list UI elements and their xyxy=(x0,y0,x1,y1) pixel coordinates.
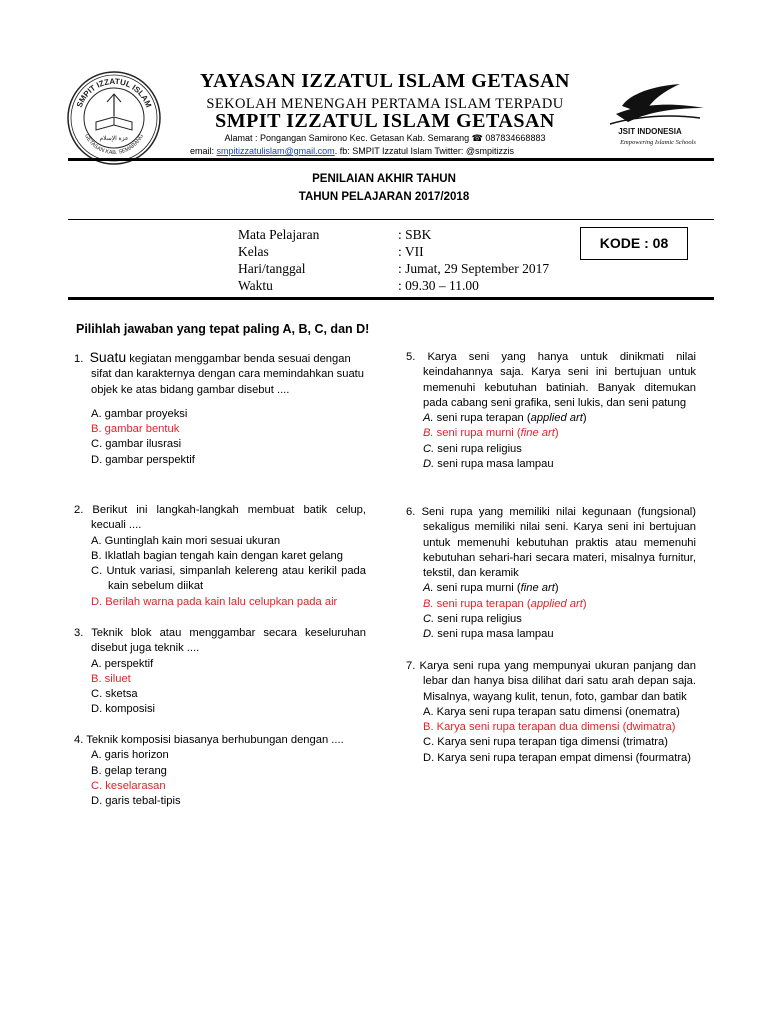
question-6-option-a-text: seni rupa murni ( xyxy=(433,582,521,595)
jsit-logo xyxy=(600,78,710,148)
exam-year: TAHUN PELAJARAN 2017/2018 xyxy=(298,191,470,203)
question-6-option-b-term: applied art xyxy=(530,597,583,610)
seal-text-top: SMPIT IZZATUL ISLAM xyxy=(74,76,154,109)
instruction: Pilihlah jawaban yang tepat paling A, B, C, dan D! xyxy=(76,322,370,336)
date-value: : Jumat, 29 September 2017 xyxy=(398,261,550,276)
time-label: Waktu xyxy=(238,278,273,293)
question-2-stem: 2. Berikut ini langkah-langkah membuat batik celup, kecuali .... xyxy=(74,504,366,532)
time-value: : 09.30 – 11.00 xyxy=(398,278,479,293)
question-1-first-word: Suatu xyxy=(89,349,127,365)
question-5-option-b-letter: B. xyxy=(423,427,434,440)
question-7-stem: 7. Karya seni rupa yang mempunyai ukuran panjang dan lebar dan hanya bisa dilihat dari satu arah depan saja. Misalnya, wayang kulit, tenun, foto, gambar dan batik xyxy=(406,660,696,703)
question-1-number: 1. xyxy=(74,353,84,365)
subject-value: : SBK xyxy=(398,227,432,242)
question-6-option-c-letter: C. xyxy=(423,613,435,626)
question-6-option-b-letter: B. xyxy=(423,597,434,610)
question-5-option-a[interactable] xyxy=(423,411,696,426)
question-5-option-d-letter: D. xyxy=(423,458,435,471)
school-name: SMPIT IZZATUL ISLAM GETASAN xyxy=(215,110,555,132)
question-6-option-d-text: seni rupa masa lampau xyxy=(434,628,554,641)
question-3-stem: 3. Teknik blok atau menggambar secara keseluruhan disebut juga teknik .... xyxy=(74,627,366,655)
question-5-option-d-text: seni rupa masa lampau xyxy=(434,458,554,471)
question-1-stem-text: kegiatan menggambar benda sesuai dengan sifat dan karakternya dengan cara memindahkan suatu objek ke atas bidang gambar disebut .... xyxy=(91,353,365,396)
question-5-stem: 5. Karya seni yang hanya untuk dinikmati nilai keindahannya saja. Karya seni ini bertujuan untuk memenuhi kebutuhan batiniah. Banyak ditemukan pada cabang seni grafika, seni lukis, dan seni patung xyxy=(406,351,696,409)
question-2-option-d[interactable]: D. Berilah warna pada kain lalu celupkan pada air xyxy=(91,595,338,608)
question-5-option-d[interactable] xyxy=(423,457,696,472)
question-4 xyxy=(74,733,366,809)
question-5-option-c-text: seni rupa religius xyxy=(434,442,522,455)
date-label: Hari/tanggal xyxy=(238,261,306,276)
school-contacts xyxy=(190,146,590,156)
question-6-option-b-close: ) xyxy=(582,597,587,610)
question-1-option-c[interactable]: C. gambar ilusrasi xyxy=(91,438,182,451)
question-5-option-a-term: applied art xyxy=(530,412,583,425)
question-2-option-a[interactable]: A. Guntinglah kain mori sesuai ukuran xyxy=(91,534,281,547)
question-6-option-d[interactable] xyxy=(423,627,696,642)
question-5-option-a-text: seni rupa terapan ( xyxy=(433,412,531,425)
meta-divider-top xyxy=(68,219,714,220)
question-7-option-d[interactable]: D. Karya seni rupa terapan empat dimensi (fourmatra) xyxy=(423,751,691,764)
question-7-option-a[interactable]: A. Karya seni rupa terapan satu dimensi (onematra) xyxy=(423,705,680,718)
question-5 xyxy=(406,350,696,472)
question-6-stem: 6. Seni rupa yang memiliki nilai kegunaan (fungsional) sekaligus memiliki nilai seni. Karya seni ini bertujuan untuk memenuhi kebutuhan praktis atau memenuhi kebutuhan sehari-hari secara materi, misalnya furnitur, tekstil, dan keramik xyxy=(406,506,696,580)
exam-title: PENILAIAN AKHIR TAHUN xyxy=(312,173,456,185)
question-4-option-d[interactable]: D. garis tebal-tipis xyxy=(91,795,181,808)
question-5-option-b-close: ) xyxy=(554,427,559,440)
class-value: : VII xyxy=(398,244,424,259)
question-6 xyxy=(406,505,696,643)
question-5-option-c-letter: C. xyxy=(423,442,435,455)
header-divider xyxy=(68,158,714,161)
social-contacts: . fb: SMPIT Izzatul Islam Twitter: @smpitizzis xyxy=(334,146,515,156)
question-4-option-a[interactable]: A. garis horizon xyxy=(91,749,169,762)
question-2-option-c[interactable]: C. Untuk variasi, simpanlah kelereng atau kerikil pada kain sebelum diikat xyxy=(91,565,366,593)
question-6-option-c[interactable] xyxy=(423,612,696,627)
book-icon xyxy=(96,117,132,130)
question-6-option-d-letter: D. xyxy=(423,628,435,641)
question-5-option-b-text: seni rupa murni ( xyxy=(433,427,521,440)
school-address: Alamat : Pongangan Samirono Kec. Getasan Kab. Semarang ☎ 087834668883 xyxy=(224,133,546,143)
question-1-option-d[interactable]: D. gambar perspektif xyxy=(91,453,195,466)
question-6-option-c-text: seni rupa religius xyxy=(434,613,522,626)
question-1-option-b[interactable]: B. gambar bentuk xyxy=(91,423,180,436)
question-6-option-a-term: fine art xyxy=(520,582,555,595)
seal-text-bottom: GETASAN KAB. SEMARANG xyxy=(83,133,145,157)
question-7-option-b[interactable]: B. Karya seni rupa terapan dua dimensi (dwimatra) xyxy=(423,721,676,734)
question-6-option-a[interactable] xyxy=(423,581,696,596)
question-1-stem xyxy=(74,350,366,398)
question-2-option-b[interactable]: B. Iklatlah bagian tengah kain dengan karet gelang xyxy=(91,549,343,562)
question-7 xyxy=(406,659,696,766)
foundation-name: YAYASAN IZZATUL ISLAM GETASAN xyxy=(200,70,570,92)
question-7-option-c[interactable]: C. Karya seni rupa terapan tiga dimensi (trimatra) xyxy=(423,736,668,749)
question-5-option-b[interactable] xyxy=(423,426,696,441)
school-level: SEKOLAH MENENGAH PERTAMA ISLAM TERPADU xyxy=(206,96,564,112)
question-6-option-b[interactable] xyxy=(423,597,696,612)
exam-code-box: KODE : 08 xyxy=(580,227,688,260)
logo-tagline: Empowering Islamic Schools xyxy=(620,139,696,146)
question-3-option-c[interactable]: C. sketsa xyxy=(91,688,138,701)
question-3-option-d[interactable]: D. komposisi xyxy=(91,703,156,716)
meta-divider-bottom xyxy=(68,297,714,300)
question-4-option-c[interactable]: C. keselarasan xyxy=(91,779,166,792)
question-5-option-c[interactable] xyxy=(423,442,696,457)
email-label: email: xyxy=(190,146,217,156)
question-3-option-b[interactable]: B. siluet xyxy=(91,672,131,685)
question-2 xyxy=(74,503,366,610)
email-link[interactable]: smpitizzatulislam@gmail.com xyxy=(216,146,335,156)
question-1-option-a[interactable]: A. gambar proyeksi xyxy=(91,407,188,420)
exam-meta xyxy=(238,226,549,294)
logo-name: JSIT INDONESIA xyxy=(618,127,682,136)
subject-label: Mata Pelajaran xyxy=(238,227,320,242)
question-6-option-a-letter: A. xyxy=(423,582,434,595)
question-1 xyxy=(74,350,366,468)
class-label: Kelas xyxy=(238,244,269,259)
question-3 xyxy=(74,626,366,718)
question-3-option-a[interactable]: A. perspektif xyxy=(91,657,154,670)
school-seal-logo xyxy=(66,70,162,166)
question-6-option-b-text: seni rupa terapan ( xyxy=(433,597,531,610)
question-5-option-b-term: fine art xyxy=(520,427,555,440)
question-5-option-a-close: ) xyxy=(582,412,587,425)
question-4-stem: 4. Teknik komposisi biasanya berhubungan dengan .... xyxy=(74,734,344,746)
question-5-option-a-letter: A. xyxy=(423,412,434,425)
seal-arabic: عزة الإسلام xyxy=(99,136,129,142)
question-4-option-b[interactable]: B. gelap terang xyxy=(91,764,167,777)
question-6-option-a-close: ) xyxy=(554,582,559,595)
